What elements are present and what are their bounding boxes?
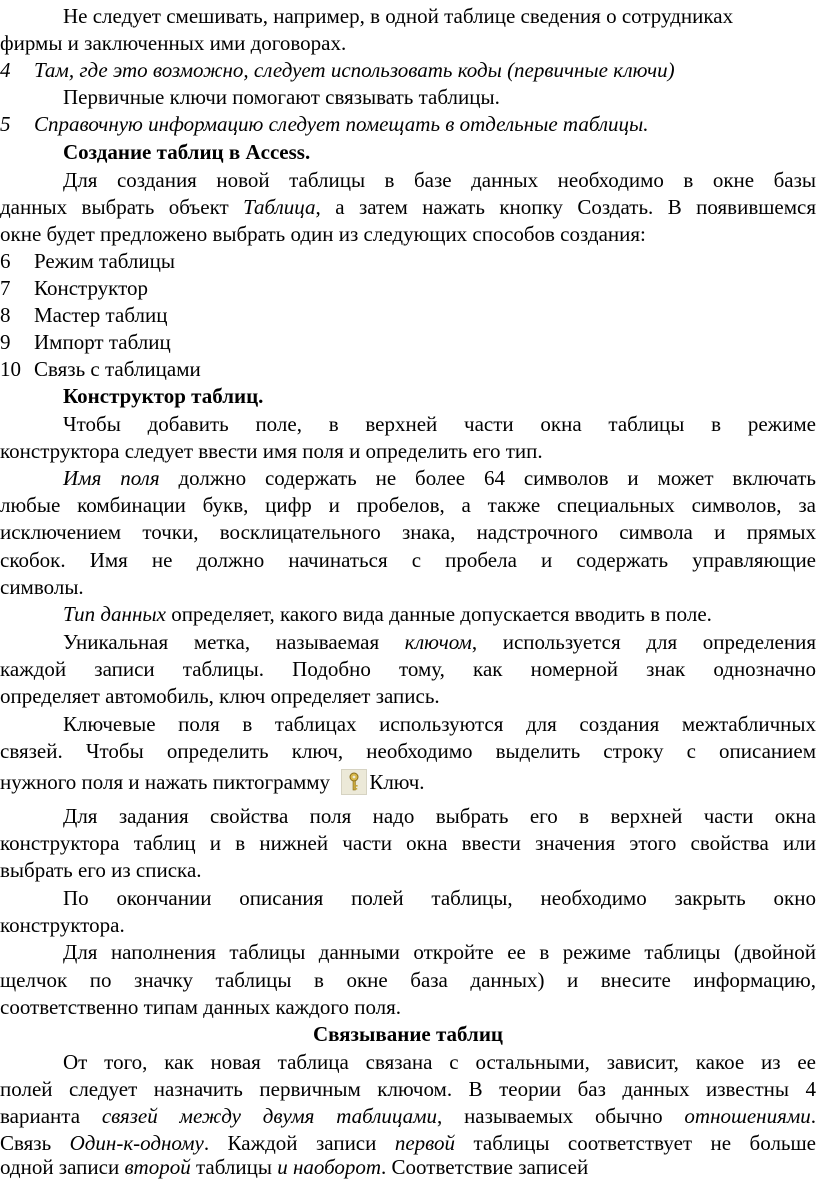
list-item (0, 247, 816, 275)
text: скобок. Имя не должно начинаться с пробела и содержать управляющие (0, 548, 816, 572)
list-text: Справочную информацию следует помещать в отдельные таблицы. (34, 112, 649, 136)
list-number: 10 (0, 357, 21, 381)
text: Для наполнения таблицы данными откройте ее в режиме таблицы (двойной (63, 940, 816, 964)
italic-term: отношениями (684, 1104, 811, 1128)
list-item (0, 301, 816, 329)
text: конструктора. (0, 913, 125, 937)
text: Не следует смешивать, например, в одной таблице сведения о сотрудниках (63, 4, 734, 28)
list-text: Режим таблицы (34, 249, 175, 273)
text: . (810, 1104, 816, 1128)
text: Для создания новой таблицы в базе данных необходимо в окне базы (63, 168, 816, 192)
paragraph-line (0, 1102, 816, 1130)
text: связей. Чтобы определить ключ, необходимо выделить строку с описанием (0, 739, 816, 763)
text: полей следует назначить первичным ключом. В теории баз данных известны 4 (0, 1077, 816, 1101)
paragraph-line (0, 29, 816, 57)
paragraph-line (0, 437, 816, 465)
section-heading (0, 1020, 816, 1048)
paragraph-line (0, 220, 816, 248)
section-heading (0, 138, 816, 166)
text: соответственно типам данных каждого поля. (0, 995, 402, 1019)
paragraph-line (0, 83, 816, 111)
italic-term: и наоборот (277, 1155, 382, 1179)
list-item (0, 56, 816, 84)
italic-term: ключом (404, 630, 472, 654)
italic-term: второй (124, 1155, 191, 1179)
primary-key-icon (341, 769, 367, 795)
italic-term: Один-к-одному (69, 1131, 204, 1155)
paragraph-line (0, 993, 816, 1021)
text: Чтобы добавить поле, в верхней части окна таблицы в режиме (63, 412, 816, 436)
list-item (0, 274, 816, 302)
text: символы. (0, 575, 84, 599)
paragraph-line (0, 166, 816, 194)
paragraph-line (0, 546, 816, 574)
paragraph-line (0, 628, 816, 656)
text: таблицы соответствует не больше (455, 1131, 816, 1155)
text: любые комбинации букв, цифр и пробелов, а также специальных символов, за (0, 493, 816, 517)
list-text: Связь с таблицами (34, 357, 201, 381)
paragraph-line (0, 856, 816, 884)
paragraph-line (0, 2, 816, 30)
paragraph-line (0, 518, 816, 546)
text: , а затем нажать кнопку Создать. В появившемся (315, 195, 816, 219)
paragraph-line (0, 768, 816, 796)
text: каждой записи таблицы. Подобно тому, как номерной знак однозначно (0, 657, 816, 681)
heading-text: Связывание таблиц (312, 1022, 504, 1046)
text: должно содержать не более 64 символов и может включать (159, 466, 816, 490)
text: окне будет предложено выбрать один из следующих способов создания: (0, 222, 646, 246)
paragraph-line (0, 464, 816, 492)
paragraph-line (0, 966, 816, 994)
list-number: 9 (0, 330, 11, 354)
paragraph-line (0, 802, 816, 830)
text: Ключ. (369, 770, 425, 794)
text: . Соответствие записей (381, 1155, 589, 1179)
list-number: 8 (0, 303, 11, 327)
text: данных выбрать объект (0, 195, 244, 219)
paragraph-line (0, 1153, 816, 1181)
text: , называемых обычно (437, 1104, 685, 1128)
paragraph-line (0, 1075, 816, 1103)
text: исключением точки, восклицательного знака, надстрочного символа и прямых (0, 520, 816, 544)
text: , используется для определения (471, 630, 816, 654)
text: таблицы (190, 1155, 278, 1179)
list-number: 4 (0, 58, 11, 82)
text: фирмы и заключенных ими договорах. (0, 31, 347, 55)
text: . Каждой записи (203, 1131, 395, 1155)
list-item (0, 355, 816, 383)
list-item (0, 110, 816, 138)
text: нужного поля и нажать пиктограмму (0, 770, 336, 794)
text: Уникальная метка, называемая (63, 630, 405, 654)
list-text: Конструктор (34, 276, 149, 300)
paragraph-line (0, 491, 816, 519)
italic-term: связей между двумя таблицами (101, 1104, 438, 1128)
text: Ключевые поля в таблицах используются для создания межтабличных (63, 712, 816, 736)
paragraph-line (0, 573, 816, 601)
italic-term: Таблица (243, 195, 316, 219)
section-heading (0, 382, 816, 410)
paragraph-line (0, 938, 816, 966)
text: По окончании описания полей таблицы, необходимо закрыть окно (63, 886, 816, 910)
text: Связь (0, 1131, 70, 1155)
list-item (0, 328, 816, 356)
text: Первичные ключи помогают связывать таблицы. (63, 85, 500, 109)
heading-text: Создание таблиц в Access. (63, 140, 311, 164)
list-number: 7 (0, 276, 11, 300)
text: одной записи (0, 1155, 125, 1179)
text: От того, как новая таблица связана с остальными, зависит, какое из ее (63, 1050, 816, 1074)
text: определяет, какого вида данные допускается вводить в поле. (165, 602, 712, 626)
list-text: Мастер таблиц (34, 303, 168, 327)
paragraph-line (0, 710, 816, 738)
text: щелчок по значку таблицы в окне база данных) и внесите информацию, (0, 968, 816, 992)
list-text: Там, где это возможно, следует использовать коды (первичные ключи) (34, 58, 675, 82)
paragraph-line (0, 884, 816, 912)
paragraph-line (0, 193, 816, 221)
text: варианта (0, 1104, 102, 1128)
paragraph-line (0, 682, 816, 710)
italic-term: первой (394, 1131, 455, 1155)
heading-text: Конструктор таблиц. (63, 384, 264, 408)
list-number: 5 (0, 112, 11, 136)
text: Для задания свойства поля надо выбрать его в верхней части окна (63, 804, 816, 828)
italic-term: Имя поля (63, 466, 160, 490)
paragraph-line (0, 737, 816, 765)
paragraph-line (0, 911, 816, 939)
paragraph-line (0, 655, 816, 683)
paragraph-line (0, 829, 816, 857)
paragraph-line (0, 1048, 816, 1076)
paragraph-line (0, 410, 816, 438)
italic-term: Тип данных (63, 602, 166, 626)
paragraph-line (0, 600, 816, 628)
text: конструктора следует ввести имя поля и определить его тип. (0, 439, 543, 463)
text: определяет автомобиль, ключ определяет запись. (0, 684, 440, 708)
text: конструктора таблиц и в нижней части окна ввести значения этого свойства или (0, 831, 816, 855)
list-text: Импорт таблиц (34, 330, 171, 354)
text: выбрать его из списка. (0, 858, 202, 882)
list-number: 6 (0, 249, 11, 273)
